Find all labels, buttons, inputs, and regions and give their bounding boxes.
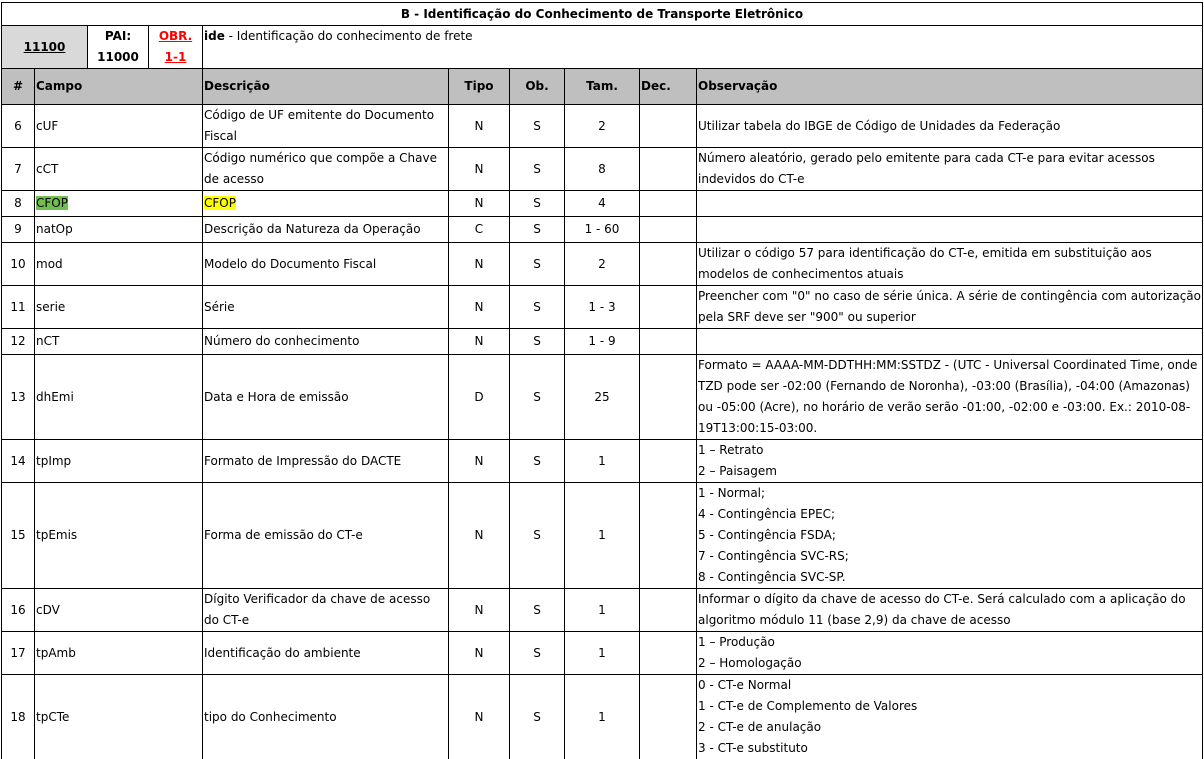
cell-dec[interactable] — [640, 589, 697, 632]
cell-tipo[interactable]: N — [449, 148, 510, 191]
table-row — [2, 148, 1203, 191]
cell-tam[interactable]: 2 — [565, 243, 640, 286]
observacao-line: Número aleatório, gerado pelo emitente para cada CT-e para evitar acessos indevidos do CT-e — [698, 151, 1155, 186]
cell-campo-text: mod — [36, 256, 63, 271]
cell-descricao[interactable] — [203, 286, 449, 329]
cell-dec[interactable] — [640, 286, 697, 329]
table-row — [2, 217, 1203, 243]
cell-descricao[interactable] — [203, 440, 449, 483]
table-row — [2, 191, 1203, 217]
cell-ob[interactable]: S — [510, 483, 565, 589]
cell-campo-text: dhEmi — [36, 389, 74, 404]
section-title: B - Identificação do Conhecimento de Transporte Eletrônico — [2, 3, 1203, 26]
cell-descricao[interactable] — [203, 589, 449, 632]
cell-num[interactable]: 6 — [2, 105, 35, 148]
cell-tipo[interactable]: C — [449, 217, 510, 243]
cell-campo[interactable] — [35, 329, 203, 355]
cell-campo-text: tpImp — [36, 453, 72, 468]
observacao-line: 3 - CT-e substituto — [698, 741, 808, 755]
cell-dec[interactable] — [640, 329, 697, 355]
header-dec[interactable]: Dec. — [640, 69, 697, 105]
cell-campo[interactable] — [35, 191, 203, 217]
cell-tam[interactable]: 1 — [565, 483, 640, 589]
cell-descricao-text: Data e Hora de emissão — [204, 389, 349, 404]
cell-ob[interactable]: S — [510, 589, 565, 632]
cell-tipo[interactable]: N — [449, 675, 510, 759]
cell-campo-text: tpEmis — [36, 528, 78, 542]
cell-tipo[interactable]: N — [449, 329, 510, 355]
cell-num[interactable]: 14 — [2, 440, 35, 483]
table-row — [2, 329, 1203, 355]
obligation-value: 1-1 — [164, 50, 187, 64]
cell-ob[interactable]: S — [510, 675, 565, 759]
cell-descricao-text: Dígito Verificador da chave de acesso do CT-e — [204, 592, 431, 627]
cell-ob[interactable]: S — [510, 355, 565, 440]
observacao-line: 5 - Contingência FSDA; — [698, 528, 836, 542]
observacao-line: 4 - Contingência EPEC; — [698, 507, 836, 521]
cell-dec[interactable] — [640, 675, 697, 759]
table-row — [2, 483, 1203, 589]
cell-observacao[interactable] — [697, 148, 1203, 191]
cell-campo[interactable] — [35, 243, 203, 286]
cell-campo-text: cUF — [36, 118, 59, 133]
cell-tipo[interactable]: N — [449, 286, 510, 329]
cell-tam[interactable]: 2 — [565, 105, 640, 148]
cell-num[interactable]: 9 — [2, 217, 35, 243]
obligation-link[interactable] — [149, 26, 203, 69]
cell-descricao-text: tipo do Conhecimento — [204, 709, 337, 724]
cell-observacao[interactable] — [697, 243, 1203, 286]
cell-num[interactable]: 7 — [2, 148, 35, 191]
cell-ob[interactable]: S — [510, 286, 565, 329]
cell-ob[interactable]: S — [510, 191, 565, 217]
table-row — [2, 675, 1203, 759]
cell-dec[interactable] — [640, 440, 697, 483]
cell-descricao[interactable] — [203, 675, 449, 759]
cell-campo[interactable] — [35, 483, 203, 589]
cell-descricao[interactable] — [203, 191, 449, 217]
header-ob[interactable]: Ob. — [510, 69, 565, 105]
cell-campo-text: tpCTe — [36, 709, 70, 724]
cell-num[interactable]: 18 — [2, 675, 35, 759]
cell-tam[interactable]: 1 — [565, 440, 640, 483]
cell-num[interactable]: 16 — [2, 589, 35, 632]
cell-descricao[interactable] — [203, 217, 449, 243]
cell-observacao[interactable] — [697, 440, 1203, 483]
observacao-line: Utilizar tabela do IBGE de Código de Unidades da Federação — [698, 118, 1061, 133]
header-descricao[interactable]: Descrição — [203, 69, 449, 105]
observacao-line: Preencher com "0" no caso de série única. A série de contingência com autorização pela SRF deve ser "900" ou superior — [698, 289, 1201, 324]
cell-num[interactable]: 12 — [2, 329, 35, 355]
observacao-line: 2 - CT-e de anulação — [698, 720, 822, 734]
table-row — [2, 355, 1203, 440]
cell-observacao[interactable] — [697, 483, 1203, 589]
observacao-line: 1 – Retrato — [698, 443, 764, 457]
cell-campo-text: natOp — [36, 222, 73, 236]
cell-descricao-text: Modelo do Documento Fiscal — [204, 256, 377, 271]
cell-observacao[interactable] — [697, 355, 1203, 440]
table-row — [2, 632, 1203, 675]
observacao-line: 2 – Homologação — [698, 656, 802, 670]
table-row — [2, 105, 1203, 148]
cell-descricao-text: Forma de emissão do CT-e — [204, 528, 363, 542]
cell-ob[interactable]: S — [510, 632, 565, 675]
cell-descricao-text: Código de UF emitente do Documento Fiscal — [204, 108, 435, 143]
table-row — [2, 440, 1203, 483]
cell-num[interactable]: 11 — [2, 286, 35, 329]
cell-ob[interactable]: S — [510, 440, 565, 483]
cell-observacao[interactable] — [697, 589, 1203, 632]
cell-tipo[interactable]: N — [449, 440, 510, 483]
observacao-line: 7 - Contingência SVC-RS; — [698, 549, 849, 563]
cell-campo[interactable] — [35, 105, 203, 148]
cell-campo[interactable] — [35, 148, 203, 191]
cell-campo[interactable] — [35, 589, 203, 632]
observacao-line: 1 - CT-e de Complemento de Valores — [698, 699, 918, 713]
cell-num[interactable]: 17 — [2, 632, 35, 675]
observacao-line: Formato = AAAA-MM-DDTHH:MM:SSTDZ - (UTC - Universal Coordinated Time, onde TZD pode ser -02:00 (Fernando de Noronha), -03:00 (Brasília), -04:00 (Amazonas) ou -05:00 (Acre), no horário de verão serão -01:00, -02:00 e -03:00. Ex.: 2010-08-19T13:00:15-03:00. — [698, 358, 1198, 435]
cell-tam[interactable]: 1 - 3 — [565, 286, 640, 329]
table-row — [2, 286, 1203, 329]
cell-observacao[interactable] — [697, 217, 1203, 243]
cell-observacao[interactable] — [697, 286, 1203, 329]
cell-dec[interactable] — [640, 217, 697, 243]
group-code[interactable]: 11100 — [2, 26, 88, 69]
header-num[interactable]: # — [2, 69, 35, 105]
cell-tam[interactable]: 8 — [565, 148, 640, 191]
cell-num[interactable]: 8 — [2, 191, 35, 217]
cell-descricao[interactable] — [203, 355, 449, 440]
header-tipo[interactable]: Tipo — [449, 69, 510, 105]
cell-tipo[interactable]: D — [449, 355, 510, 440]
observacao-line: Utilizar o código 57 para identificação do CT-e, emitida em substituição aos modelos de conhecimentos atuais — [698, 246, 1152, 281]
cell-tipo[interactable]: N — [449, 243, 510, 286]
cell-campo-text: nCT — [36, 334, 60, 348]
cell-campo-text: tpAmb — [36, 645, 76, 660]
cell-descricao-text: Identificação do ambiente — [204, 645, 361, 660]
group-tag: ide — [204, 29, 225, 43]
cell-campo[interactable] — [35, 355, 203, 440]
header-tam[interactable]: Tam. — [565, 69, 640, 105]
cell-descricao[interactable] — [203, 243, 449, 286]
observacao-line: 2 – Paisagem — [698, 464, 777, 478]
cell-descricao[interactable] — [203, 148, 449, 191]
cell-descricao[interactable] — [203, 632, 449, 675]
cell-tipo[interactable]: N — [449, 483, 510, 589]
cell-dec[interactable] — [640, 191, 697, 217]
cell-tipo[interactable]: N — [449, 632, 510, 675]
group-description-text: - Identificação do conhecimento de frete — [224, 29, 473, 43]
cell-observacao[interactable] — [697, 632, 1203, 675]
cell-descricao[interactable] — [203, 483, 449, 589]
cell-campo[interactable] — [35, 440, 203, 483]
cell-tipo[interactable]: N — [449, 191, 510, 217]
cell-tam[interactable]: 1 - 60 — [565, 217, 640, 243]
cell-campo-text: serie — [36, 299, 66, 314]
obligation-label: OBR. — [158, 29, 193, 43]
observacao-line: Informar o dígito da chave de acesso do CT-e. Será calculado com a aplicação do algoritmo módulo 11 (base 2,9) da chave de acesso — [698, 592, 1186, 627]
cell-num[interactable]: 15 — [2, 483, 35, 589]
cell-ob[interactable]: S — [510, 105, 565, 148]
cell-descricao-text: Número do conhecimento — [204, 334, 360, 348]
table-row — [2, 589, 1203, 632]
cell-descricao[interactable] — [203, 329, 449, 355]
cell-dec[interactable] — [640, 148, 697, 191]
cell-campo-text: cCT — [36, 161, 59, 176]
cell-dec[interactable] — [640, 105, 697, 148]
group-description[interactable] — [203, 26, 1203, 69]
cell-tam[interactable]: 1 - 9 — [565, 329, 640, 355]
cell-dec[interactable] — [640, 632, 697, 675]
cell-tam[interactable]: 4 — [565, 191, 640, 217]
cell-observacao[interactable] — [697, 675, 1203, 759]
cell-campo[interactable] — [35, 675, 203, 759]
cell-campo-text: CFOP — [36, 196, 68, 210]
cell-ob[interactable]: S — [510, 148, 565, 191]
header-campo[interactable]: Campo — [35, 69, 203, 105]
cell-campo[interactable] — [35, 286, 203, 329]
cell-tam[interactable]: 1 — [565, 632, 640, 675]
cell-observacao[interactable] — [697, 105, 1203, 148]
table-row — [2, 243, 1203, 286]
cell-num[interactable]: 10 — [2, 243, 35, 286]
observacao-line: 8 - Contingência SVC-SP. — [698, 570, 846, 584]
observacao-line: 0 - CT-e Normal — [698, 678, 792, 692]
cell-ob[interactable]: S — [510, 217, 565, 243]
cell-tam[interactable]: 1 — [565, 589, 640, 632]
cell-tam[interactable]: 1 — [565, 675, 640, 759]
cell-descricao-text: Formato de Impressão do DACTE — [204, 453, 402, 468]
cell-descricao[interactable] — [203, 105, 449, 148]
cell-campo[interactable] — [35, 217, 203, 243]
header-observacao[interactable]: Observação — [697, 69, 1203, 105]
cell-ob[interactable]: S — [510, 243, 565, 286]
cell-descricao-text: Descrição da Natureza da Operação — [204, 222, 421, 236]
cell-descricao-text: Série — [204, 299, 235, 314]
cell-dec[interactable] — [640, 483, 697, 589]
cell-observacao[interactable] — [697, 191, 1203, 217]
parent-cell[interactable] — [88, 26, 149, 69]
cell-dec[interactable] — [640, 243, 697, 286]
cell-ob[interactable]: S — [510, 329, 565, 355]
cell-observacao[interactable] — [697, 329, 1203, 355]
cell-dec[interactable] — [640, 355, 697, 440]
cell-tipo[interactable]: N — [449, 589, 510, 632]
parent-value: 11000 — [97, 50, 139, 64]
cell-descricao-text: Código numérico que compõe a Chave de acesso — [204, 151, 437, 186]
cell-num[interactable]: 13 — [2, 355, 35, 440]
observacao-line: 1 – Produção — [698, 635, 775, 649]
cell-campo[interactable] — [35, 632, 203, 675]
cell-tipo[interactable]: N — [449, 105, 510, 148]
parent-label: PAI: — [104, 29, 132, 43]
field-spec-table — [1, 2, 1203, 759]
cell-campo-text: cDV — [36, 602, 60, 617]
column-header-row — [2, 69, 1203, 105]
observacao-line: 1 - Normal; — [698, 486, 766, 500]
cell-tam[interactable]: 25 — [565, 355, 640, 440]
cell-descricao-text: CFOP — [204, 196, 236, 210]
